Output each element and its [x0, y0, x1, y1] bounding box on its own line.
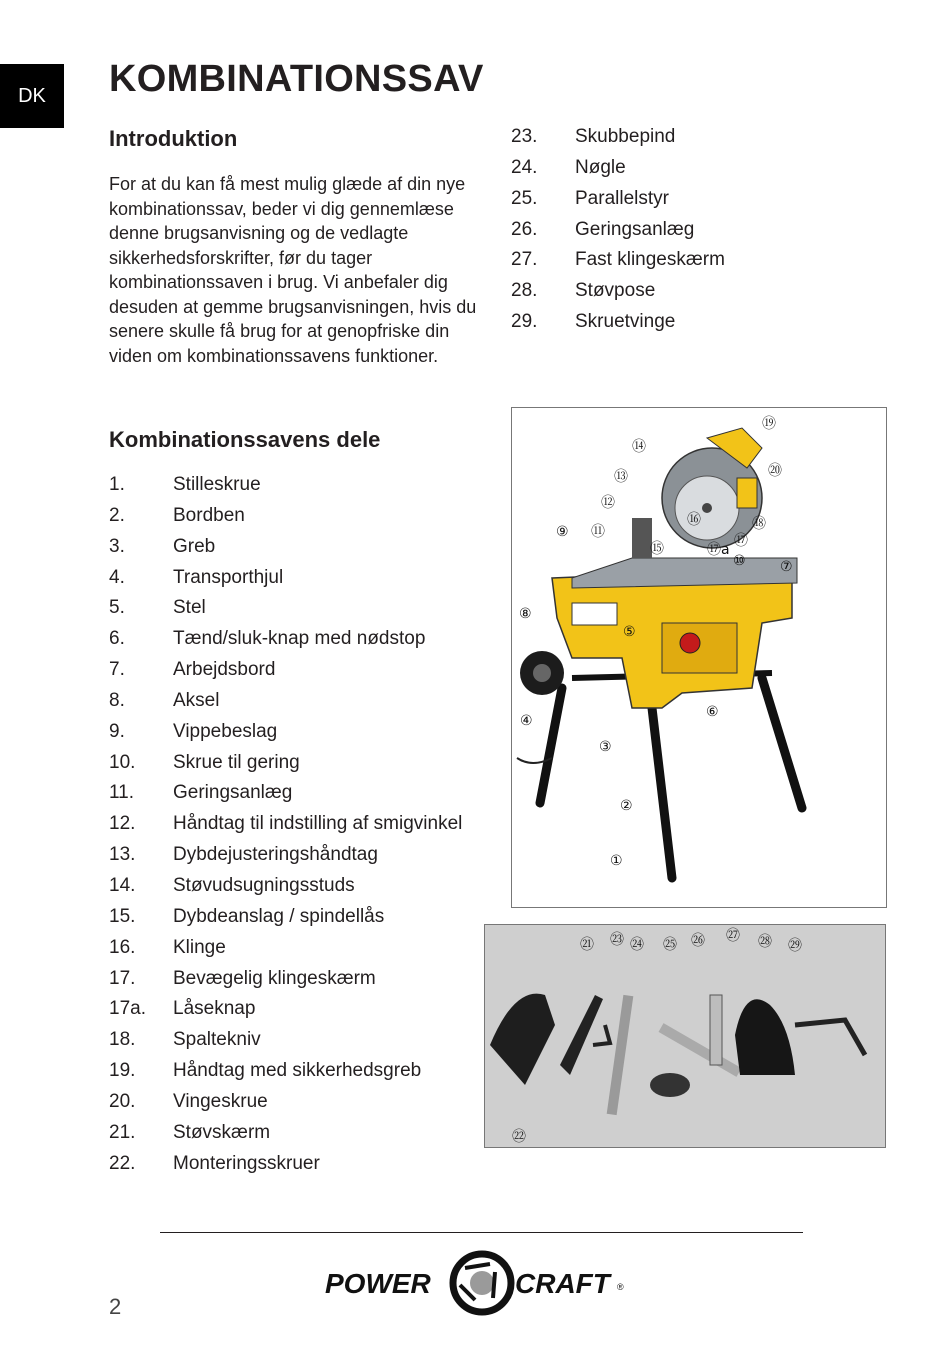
callout-28: ㉘: [758, 934, 772, 950]
logo-right-text: CRAFT: [515, 1268, 610, 1299]
part-number: 2.: [109, 504, 125, 526]
part-item: [109, 655, 462, 686]
footer-divider: [160, 1232, 803, 1233]
part-number: 18.: [109, 1029, 136, 1051]
callout-24: ㉔: [630, 937, 644, 953]
part-number: 14.: [109, 874, 136, 896]
part-label: Bevægelig klingeskærm: [173, 967, 376, 989]
part-item: [109, 871, 462, 902]
part-label: Skruetvinge: [575, 311, 676, 333]
part-item: [109, 593, 462, 624]
part-label: Parallelstyr: [575, 187, 669, 209]
part-number: 28.: [511, 280, 538, 302]
part-number: 4.: [109, 566, 125, 588]
part-number: 6.: [109, 628, 125, 650]
callout-19: ⑲: [762, 416, 776, 432]
part-number: 29.: [511, 311, 538, 333]
part-item: [109, 964, 462, 995]
part-number: 24.: [511, 156, 538, 178]
part-label: Geringsanlæg: [575, 218, 695, 240]
callout-26: ㉖: [691, 933, 705, 949]
part-number: 19.: [109, 1060, 136, 1082]
part-item: [109, 778, 462, 809]
part-label: Aksel: [173, 689, 220, 711]
callout-25: ㉕: [663, 937, 677, 953]
part-number: 9.: [109, 720, 125, 742]
part-number: 23.: [511, 126, 538, 147]
part-number: 17.: [109, 967, 136, 989]
part-label: Tænd/sluk-knap med nødstop: [173, 628, 426, 650]
part-number: 3.: [109, 535, 125, 557]
registered-mark: ®: [617, 1282, 624, 1292]
part-number: 21.: [109, 1121, 136, 1143]
part-number: 27.: [511, 249, 538, 271]
part-label: Støvudsugningsstuds: [173, 874, 355, 896]
page-title: KOMBINATIONSSAV: [109, 58, 484, 100]
part-item: [109, 1118, 462, 1149]
part-label: Støvskærm: [173, 1121, 271, 1143]
part-number: 22.: [109, 1152, 136, 1174]
part-item: [109, 563, 462, 594]
page-number: 2: [109, 1294, 122, 1319]
callout-8: ⑧: [519, 606, 532, 622]
callout-15: ⑮: [650, 541, 664, 557]
part-item: [511, 307, 725, 338]
callout-11: ⑪: [591, 524, 605, 540]
part-item: [511, 215, 725, 246]
callout-18: ⑱: [752, 516, 766, 532]
part-number: 25.: [511, 187, 538, 209]
part-label: Transporthjul: [173, 566, 284, 588]
part-label: Klinge: [173, 936, 226, 958]
part-number: 5.: [109, 597, 125, 619]
callout-17a: ⑰a: [707, 542, 730, 558]
part-number: 16.: [109, 936, 136, 958]
part-label: Dybdejusteringshåndtag: [173, 844, 378, 866]
part-label: Skrue til gering: [173, 751, 300, 773]
part-item: [109, 532, 462, 563]
accessories-illustration: [485, 925, 885, 1147]
part-number: 11.: [109, 782, 135, 804]
part-item: [109, 501, 462, 532]
part-label: Låseknap: [173, 998, 256, 1020]
part-item: [109, 1087, 462, 1118]
callout-14: ⑭: [632, 439, 646, 455]
part-item: [109, 717, 462, 748]
callout-17: ⑰: [734, 533, 748, 549]
callout-22: ㉒: [512, 1129, 526, 1145]
part-item: [109, 809, 462, 840]
part-label: Skubbepind: [575, 126, 676, 147]
saw-assembly-illustration: [512, 408, 886, 907]
parts-heading: Kombinationssavens dele: [109, 427, 381, 452]
part-item: [109, 748, 462, 779]
intro-paragraph: For at du kan få mest mulig glæde af din nye kombinationssav, beder vi dig gennemlæse denne brugsanvisning og de vedlagte sikkerhedsforskrifter, før du tager kombinationssaven i brug. Vi anbefaler dig desuden at gemme brugsanvisningen, hvis du senere skulle få brug for at genopfriske din viden om kombinationssavens funktioner.: [109, 174, 477, 366]
part-label: Vingeskrue: [173, 1090, 268, 1112]
part-item: [109, 1149, 462, 1180]
part-item: [109, 1056, 462, 1087]
part-label: Vippebeslag: [173, 720, 278, 742]
part-label: Greb: [173, 535, 216, 557]
part-label: Stel: [173, 597, 206, 619]
part-item: [109, 624, 462, 655]
part-number: 12.: [109, 813, 136, 835]
callout-5: ⑤: [623, 624, 636, 640]
part-label: Fast klingeskærm: [575, 249, 725, 271]
callout-10: ⑩: [733, 553, 746, 569]
part-label: Bordben: [173, 504, 245, 526]
logo-left-text: POWER: [325, 1268, 431, 1299]
language-tab: DK: [0, 64, 64, 128]
callout-20: ⑳: [768, 463, 782, 479]
part-number: 7.: [109, 659, 125, 681]
powercraft-logo: [325, 1250, 625, 1316]
callout-27: ㉗: [726, 928, 740, 944]
part-label: Håndtag til indstilling af smigvinkel: [173, 813, 463, 835]
part-number: 8.: [109, 689, 125, 711]
callout-23: ㉓: [610, 932, 624, 948]
callout-1: ①: [610, 853, 623, 869]
callout-21: ㉑: [580, 937, 594, 953]
callout-7: ⑦: [780, 559, 793, 575]
callout-2: ②: [620, 798, 633, 814]
part-label: Håndtag med sikkerhedsgreb: [173, 1060, 422, 1082]
part-item: [511, 122, 725, 153]
parts-list-left: [109, 470, 462, 1179]
part-item: [109, 1025, 462, 1056]
saw-assembly-figure: [511, 407, 887, 908]
accessories-figure: [484, 924, 886, 1148]
part-item: [109, 933, 462, 964]
part-number: 1.: [109, 474, 125, 495]
part-item: [109, 840, 462, 871]
callout-6: ⑥: [706, 704, 719, 720]
part-number: 20.: [109, 1090, 136, 1112]
callout-12: ⑫: [601, 495, 615, 511]
callout-29: ㉙: [788, 938, 802, 954]
callout-4: ④: [520, 713, 533, 729]
part-item: [511, 153, 725, 184]
part-label: Arbejdsbord: [173, 659, 276, 681]
part-label: Stilleskrue: [173, 474, 261, 495]
callout-16: ⑯: [687, 512, 701, 528]
part-label: Spaltekniv: [173, 1029, 261, 1051]
callout-3: ③: [599, 739, 612, 755]
callout-9: ⑨: [556, 524, 569, 540]
part-label: Nøgle: [575, 156, 626, 178]
part-number: 26.: [511, 218, 538, 240]
part-label: Dybdeanslag / spindellås: [173, 905, 385, 927]
part-item: [511, 276, 725, 307]
callout-13: ⑬: [614, 469, 628, 485]
part-item: [109, 686, 462, 717]
parts-list-right: [511, 122, 725, 338]
part-label: Monteringsskruer: [173, 1152, 320, 1174]
part-item: [109, 902, 462, 933]
part-number: 15.: [109, 905, 136, 927]
part-number: 17a.: [109, 998, 146, 1020]
part-item: [511, 184, 725, 215]
part-item: [109, 994, 462, 1025]
part-number: 13.: [109, 844, 136, 866]
part-label: Støvpose: [575, 280, 656, 302]
part-item: [109, 470, 462, 501]
part-number: 10.: [109, 751, 136, 773]
part-label: Geringsanlæg: [173, 782, 293, 804]
intro-heading: Introduktion: [109, 126, 238, 151]
part-item: [511, 245, 725, 276]
